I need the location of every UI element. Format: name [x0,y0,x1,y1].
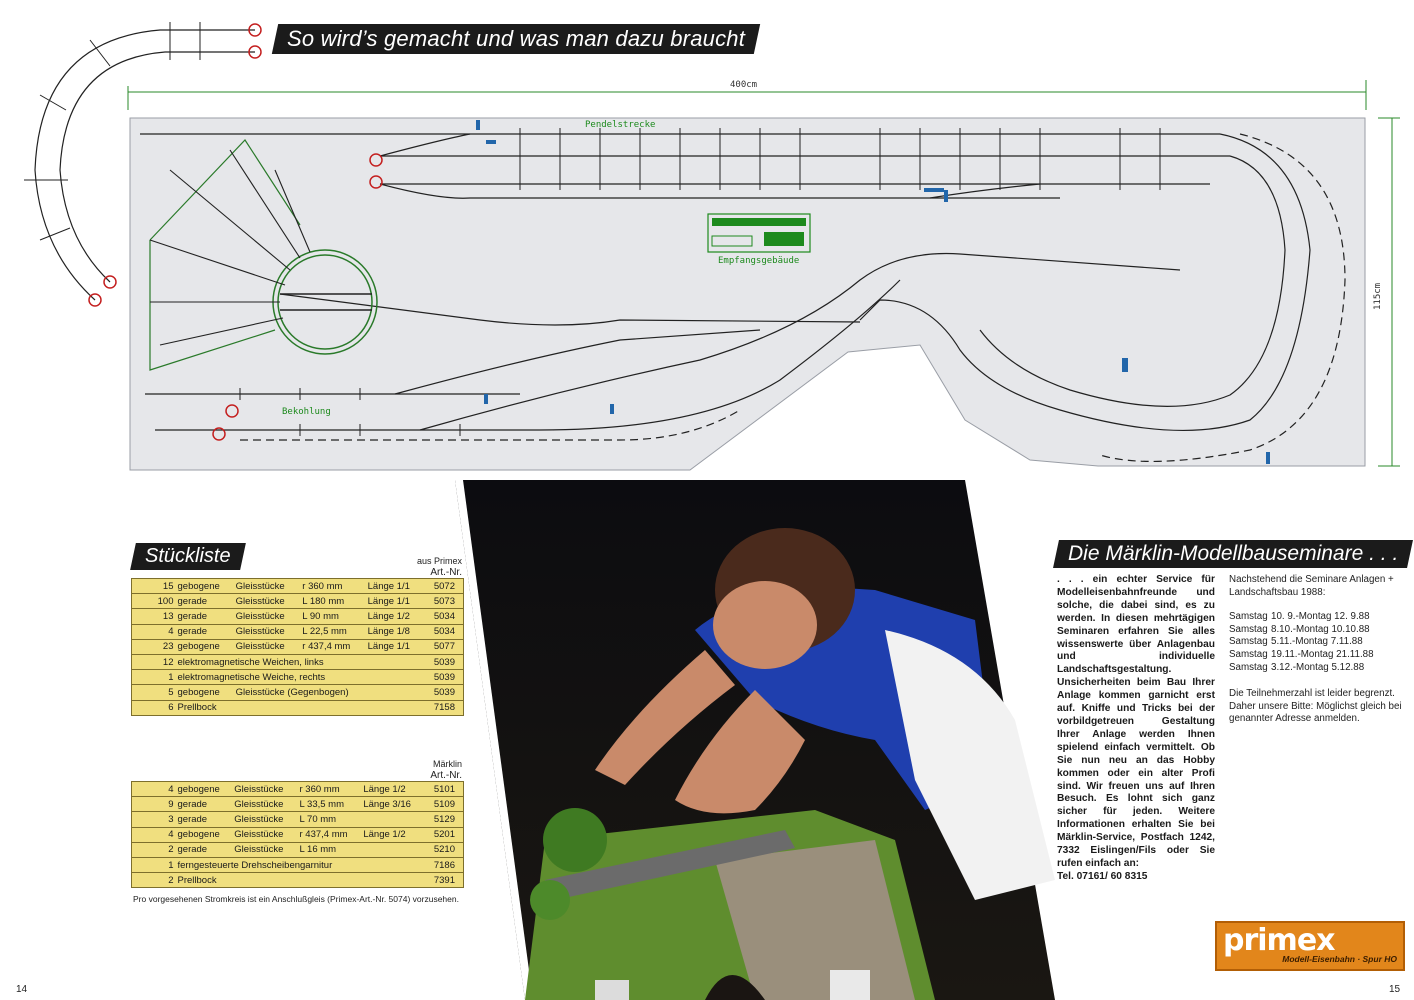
seminar-date-row: Samstag 19.11.-Montag 21.11.88 [1229,648,1374,660]
seminar-phone: Tel. 07161/ 60 8315 [1057,870,1148,882]
width-label: 400cm [730,80,758,90]
table-row: 5 gebogene Gleisstücke (Gegenbogen) 5039 [132,685,464,700]
table-row: 13 gerade Gleisstücke L 90 mm Länge 1/2 5034 [132,609,464,624]
seminar-description [1057,574,1215,884]
seminar-body: . . . ein echter Service für Modelleisenbahnfreunde und solche, die dabei sind, es zu werden. In diesen mehrtägigen Seminaren erfahren Sie alles wissenswerte über Anlagenbau und individuelle Landschaftsgestaltung. Unsicherheiten beim Bau Ihrer Anlage kommen garnicht erst auf. Kniffe und Tricks bei der vorbildgetreuen Gestaltung Ihrer Anlage werden Ihnen spielend einfach vermittelt. Ob Sie nun neu an das Hobby kommen oder ein alter Profi sind. Wir freuen uns auf Ihren Besuch. Es lohnt sich ganz sicher für jeden. Weitere Informationen erhalten Sie bei Märklin-Service, Postfach 1242, 7332 Eislingen/Fils oder Sie rufen einfach an: [1057,574,1215,869]
label-empfangsgebaeude: Empfangsgebäude [718,256,800,266]
table-row: 2 gerade Gleisstücke L 16 mm 5210 [132,842,464,857]
parts-list-title: Stückliste [145,545,231,567]
seminar-schedule [1229,574,1409,726]
table-row: 100 gerade Gleisstücke L 180 mm Länge 1/1 5073 [132,594,464,609]
table-row: 4 gebogene Gleisstücke r 360 mm Länge 1/2 5101 [132,782,464,797]
primex-parts-table [131,578,464,716]
seminar-title: Die Märklin-Modellbauseminare . . . [1068,542,1399,565]
primex-table-header [380,556,462,578]
table-row: 23 gebogene Gleisstücke r 437,4 mm Länge 1/1 5077 [132,639,464,654]
depth-label: 115cm [1373,282,1383,310]
table-row: 4 gebogene Gleisstücke r 437,4 mm Länge 1/2 5201 [132,827,464,842]
table-row: 2 Prellbock 7391 [132,873,464,888]
logo-wordmark: primex [1223,923,1335,958]
maerklin-table-header [380,759,462,781]
parts-list-banner [130,543,245,570]
table-row: 15 gebogene Gleisstücke r 360 mm Länge 1/1 5072 [132,579,464,594]
seminar-date-row: Samstag 3.12.-Montag 5.12.88 [1229,661,1365,673]
table-row: 4 gerade Gleisstücke L 22,5 mm Länge 1/8 5034 [132,624,464,639]
seminar-intro: Nachstehend die Seminare Anlagen + Landschaftsbau 1988: [1229,574,1394,598]
primex-header-artnr: Art.-Nr. [430,567,462,578]
table-row: 3 gerade Gleisstücke L 70 mm 5129 [132,812,464,827]
seminar-photo [455,480,1055,1000]
table-row: 6 Prellbock 7158 [132,700,464,715]
table-row: 9 gerade Gleisstücke L 33,5 mm Länge 3/16 5109 [132,797,464,812]
primex-header-source: aus Primex [416,556,462,566]
table-row: 1 ferngesteuerte Drehscheibengarnitur 7186 [132,857,464,872]
table-row: 12 elektromagnetische Weichen, links 5039 [132,654,464,669]
seminar-date-row: Samstag 5.11.-Montag 7.11.88 [1229,636,1363,648]
table-row: 1 elektromagnetische Weiche, rechts 5039 [132,670,464,685]
parts-footnote: Pro vorgesehenen Stromkreis ist ein Anschlußgleis (Primex-Art.-Nr. 5074) vorzusehen. [133,894,459,904]
primex-logo [1215,921,1405,971]
seminar-date-row: Samstag 8.10.-Montag 10.10.88 [1229,623,1370,635]
seminar-banner [1053,540,1413,568]
page-number-right: 15 [1389,984,1401,995]
seminar-closing: Die Teilnehmerzahl ist leider begrenzt. Daher unsere Bitte: Möglichst gleich bei genannter Adresse anmelden. [1229,688,1402,725]
track-plan-diagram [0,0,1414,480]
maerklin-header-artnr: Art.-Nr. [430,770,462,781]
seminar-date-row: Samstag 10. 9.-Montag 12. 9.88 [1229,611,1370,623]
maerklin-header-source: Märklin [432,759,462,769]
page-number-left: 14 [16,984,28,995]
page-title: So wird’s gemacht und was man dazu braucht [287,26,746,51]
page-title-banner [272,24,760,54]
label-bekohlung: Bekohlung [282,407,331,417]
maerklin-parts-table [131,781,464,888]
logo-subtitle: Modell-Eisenbahn · Spur HO [1282,954,1397,964]
label-pendelstrecke: Pendelstrecke [585,120,656,130]
